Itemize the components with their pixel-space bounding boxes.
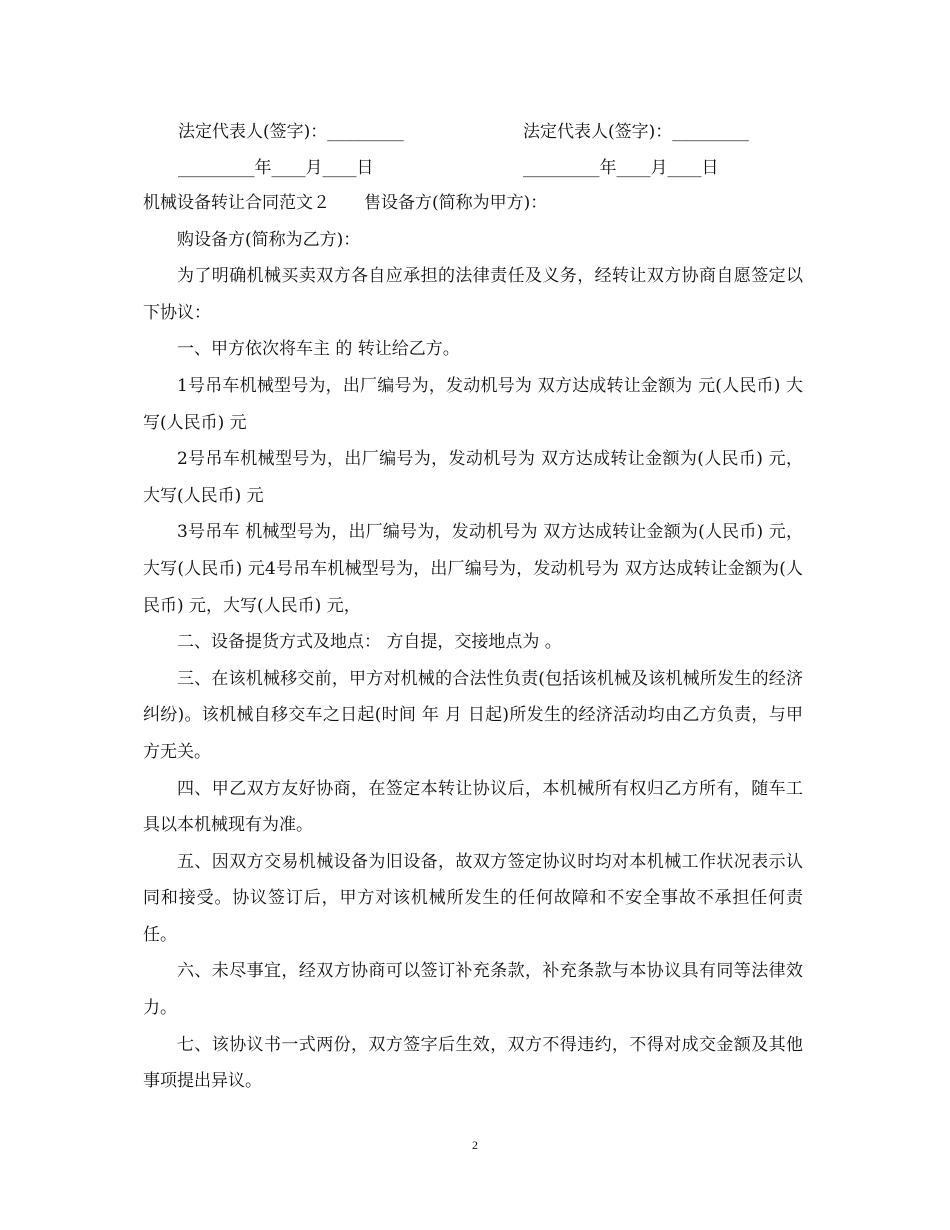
- crane-3-4-details: 3号吊车 机械型号为，出厂编号为，发动机号为 双方达成转让金额为(人民币) 元，大写(人民币) 元4号吊车机械型号为，出厂编号为，发动机号为 双方达成转让金额为(人民币) 元，大写(人民币) 元，: [143, 522, 803, 616]
- crane-2-details: 2号吊车机械型号为，出厂编号为，发动机号为 双方达成转让金额为(人民币) 元，大写(人民币) 元: [143, 449, 803, 506]
- clause-5: 五、因双方交易机械设备为旧设备，故双方签定协议时均对本机械工作状况表示认同和接受。协议签订后，甲方对该机械所发生的任何故障和不安全事故不承担任何责任。: [143, 851, 803, 945]
- contract-title: 机械设备转让合同范文２: [143, 193, 330, 213]
- party-a-signature-date: _________年____月____日: [178, 158, 374, 178]
- party-b-signature-date: _________年____月____日: [523, 158, 719, 178]
- seller-party-line: 售设备方(简称为甲方)：: [364, 193, 548, 213]
- party-a-representative-signature: 法定代表人(签字)：_________: [178, 122, 404, 142]
- clause-2: 二、设备提货方式及地点： 方自提，交接地点为 。: [177, 632, 562, 653]
- clause-7: 七、该协议书一式两份，双方签字后生效，双方不得违约，不得对成交金额及其他事项提出异议。: [143, 1034, 803, 1092]
- buyer-party-line: 购设备方(简称为乙方)：: [177, 229, 361, 250]
- party-b-representative-signature: 法定代表人(签字)：_________: [523, 122, 749, 142]
- clause-4: 四、甲乙双方友好协商，在签定本转让协议后，本机械所有权归乙方所有，随车工具以本机械现有为准。: [143, 778, 803, 836]
- page-number: 2: [472, 1138, 478, 1152]
- contract-heading-line: [143, 185, 803, 222]
- preamble-paragraph: 为了明确机械买卖双方各自应承担的法律责任及义务，经转让双方协商自愿签定以下协议：: [143, 266, 803, 323]
- clause-3: 三、在该机械移交前，甲方对机械的合法性负责(包括该机械及该机械所发生的经济纠纷)。该机械自移交车之日起(时间 年 月 日起)所发生的经济活动均由乙方负责，与甲方无关。: [143, 668, 803, 762]
- clause-1: 一、甲方依次将车主 的 转让给乙方。: [177, 339, 460, 360]
- contract-body: [143, 185, 803, 1100]
- clause-6: 六、未尽事宜，经双方协商可以签订补充条款，补充条款与本协议具有同等法律效力。: [143, 961, 803, 1019]
- crane-1-details: 1号吊车机械型号为，出厂编号为，发动机号为 双方达成转让金额为 元(人民币) 大写(人民币) 元: [143, 375, 803, 433]
